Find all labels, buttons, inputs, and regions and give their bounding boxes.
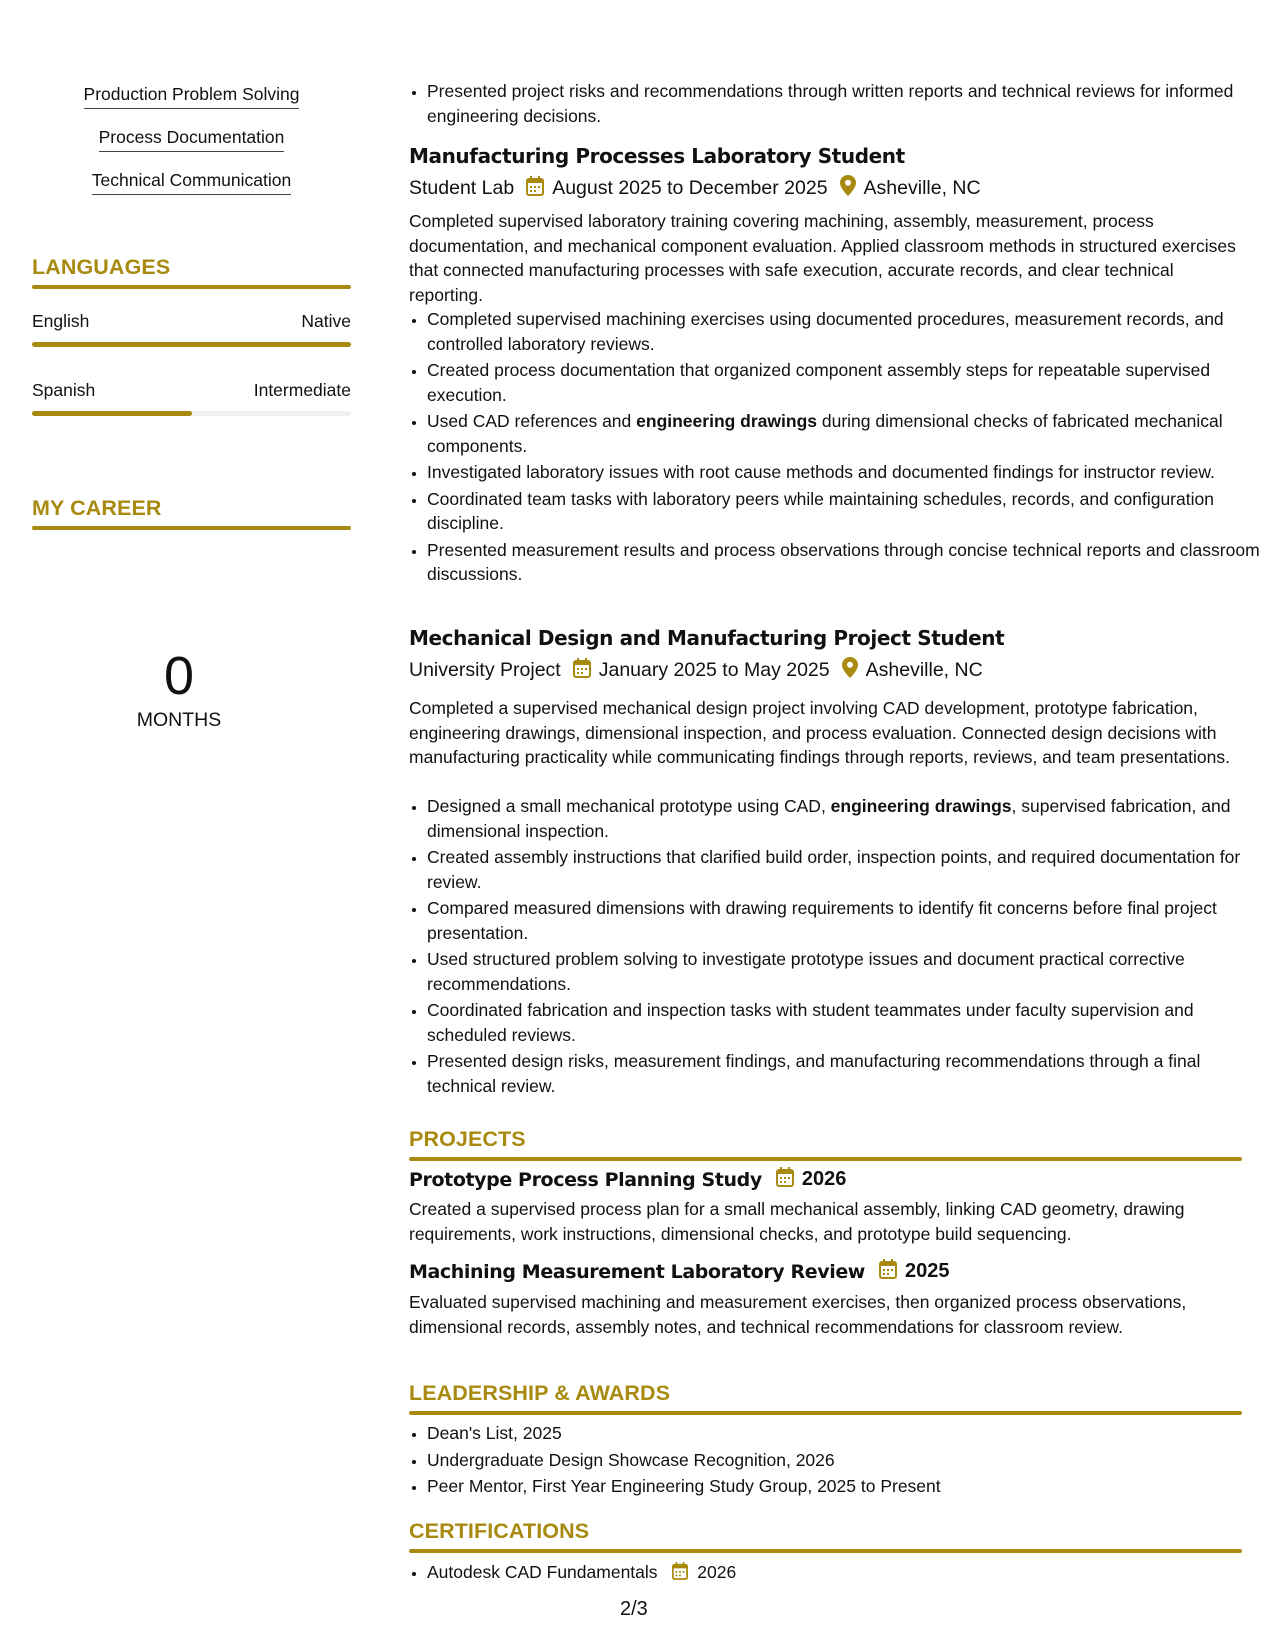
job-dates: January 2025 to May 2025 bbox=[598, 659, 830, 681]
language-bar-fill bbox=[32, 342, 351, 347]
calendar-icon bbox=[526, 176, 544, 202]
skill-tag: Technical Communication bbox=[32, 170, 351, 195]
list-item: • Presented design risks, measurement findings, and manufacturing recommendations through a final technical review. bbox=[427, 1049, 1260, 1098]
project-name: Prototype Process Planning Study bbox=[409, 1168, 762, 1191]
job-location: Asheville, NC bbox=[865, 659, 983, 681]
section-rule bbox=[32, 285, 351, 289]
list-item: • Completed supervised machining exercises using documented procedures, measurement records, and controlled laboratory reviews. bbox=[427, 307, 1260, 356]
section-rule bbox=[409, 1549, 1242, 1553]
calendar-icon bbox=[879, 1259, 897, 1284]
section-rule bbox=[409, 1411, 1242, 1415]
list-item: • Peer Mentor, First Year Engineering Study Group, 2025 to Present bbox=[427, 1474, 1260, 1499]
list-item: • Created assembly instructions that clarified build order, inspection points, and required documentation for review. bbox=[427, 845, 1260, 894]
calendar-icon bbox=[776, 1167, 794, 1192]
calendar-icon bbox=[672, 1562, 688, 1587]
list-item: • Coordinated team tasks with laboratory peers while maintaining schedules, records, and configuration discipline. bbox=[427, 487, 1260, 536]
project-description: Created a supervised process plan for a small mechanical assembly, linking CAD geometry, drawing requirements, work instructions, dimensional checks, and prototype build sequencing. bbox=[409, 1199, 1185, 1244]
skill-tag: Process Documentation bbox=[32, 127, 351, 152]
job-org: University Project bbox=[409, 659, 561, 681]
list-item: • Investigated laboratory issues with root cause methods and documented findings for instructor review. bbox=[427, 460, 1260, 485]
job-org: Student Lab bbox=[409, 177, 515, 199]
language-level: Native bbox=[301, 311, 351, 331]
career-heading: MY CAREER bbox=[32, 496, 162, 520]
language-bar bbox=[32, 342, 351, 347]
calendar-icon bbox=[573, 658, 591, 684]
job-title: Manufacturing Processes Laboratory Student bbox=[409, 144, 905, 168]
skill-tag: Production Problem Solving bbox=[32, 84, 351, 109]
language-row bbox=[32, 380, 351, 401]
experience-bullets bbox=[409, 307, 1260, 589]
list-item bbox=[427, 1560, 1260, 1587]
map-pin-icon bbox=[840, 175, 856, 202]
job-meta bbox=[409, 657, 983, 684]
project-title-row bbox=[409, 1259, 949, 1284]
language-bar bbox=[32, 411, 351, 416]
job-dates: August 2025 to December 2025 bbox=[552, 177, 828, 199]
job-title: Mechanical Design and Manufacturing Project Student bbox=[409, 626, 1005, 650]
list-item: • Compared measured dimensions with drawing requirements to identify fit concerns before final project presentation. bbox=[427, 896, 1260, 945]
projects-heading: PROJECTS bbox=[409, 1127, 526, 1151]
leadership-list bbox=[409, 1421, 1260, 1501]
section-rule bbox=[409, 1157, 1242, 1161]
list-item: • Presented project risks and recommendations through written reports and technical reviews for informed engineering decisions. bbox=[427, 79, 1260, 128]
page-number: 2/3 bbox=[620, 1598, 648, 1620]
leadership-heading: LEADERSHIP & AWARDS bbox=[409, 1381, 671, 1405]
list-item: • Presented measurement results and process observations through concise technical reports and classroom discussions. bbox=[427, 538, 1260, 587]
certifications-list bbox=[409, 1560, 1260, 1589]
map-pin-icon bbox=[842, 657, 858, 684]
project-name: Machining Measurement Laboratory Review bbox=[409, 1260, 865, 1283]
job-meta bbox=[409, 175, 981, 202]
list-item: • Coordinated fabrication and inspection tasks with student teammates under faculty supervision and scheduled reviews. bbox=[427, 998, 1260, 1047]
experience-bullets bbox=[409, 794, 1260, 1100]
project-description: Evaluated supervised machining and measurement exercises, then organized process observations, dimensional records, assembly notes, and technical recommendations for classroom review. bbox=[409, 1292, 1187, 1337]
project-title-row bbox=[409, 1167, 846, 1192]
job-location: Asheville, NC bbox=[863, 177, 981, 199]
job-summary: Completed supervised laboratory training covering machining, assembly, measurement, process documentation, and mechanical component evaluation. Applied classroom methods in structured exercises that connected manufacturing processes with safe execution, accurate records, and clear technical reporting. bbox=[409, 211, 1236, 305]
experience-bullets bbox=[409, 79, 1260, 130]
list-item: • Created process documentation that organized component assembly steps for repeatable supervised execution. bbox=[427, 358, 1260, 407]
project-year: 2025 bbox=[904, 1260, 950, 1282]
career-duration-value: 0 bbox=[163, 646, 195, 706]
languages-heading: LANGUAGES bbox=[32, 255, 171, 279]
list-item: • Used CAD references and engineering drawings during dimensional checks of fabricated mechanical components. bbox=[427, 409, 1260, 458]
project-year: 2026 bbox=[801, 1168, 847, 1190]
certifications-heading: CERTIFICATIONS bbox=[409, 1519, 590, 1543]
language-name: English bbox=[32, 311, 90, 331]
certification-year: 2026 bbox=[697, 1562, 737, 1582]
career-duration-unit: MONTHS bbox=[136, 709, 222, 731]
list-item: • Dean's List, 2025 bbox=[427, 1421, 1260, 1446]
list-item: • Undergraduate Design Showcase Recognition, 2026 bbox=[427, 1448, 1260, 1473]
section-rule bbox=[32, 526, 351, 530]
list-item: • Designed a small mechanical prototype using CAD, engineering drawings, supervised fabrication, and dimensional inspection. bbox=[427, 794, 1260, 843]
language-level: Intermediate bbox=[253, 380, 351, 400]
list-item: • Used structured problem solving to investigate prototype issues and document practical corrective recommendations. bbox=[427, 947, 1260, 996]
certification-name: Autodesk CAD Fundamentals bbox=[427, 1562, 658, 1582]
language-bar-fill bbox=[32, 411, 192, 416]
job-summary: Completed a supervised mechanical design project involving CAD development, prototype fabrication, engineering drawings, dimensional inspection, and process evaluation. Connected design decisions with manufacturing practicality while communicating findings through reports, reviews, and team presentations. bbox=[409, 698, 1230, 767]
language-row bbox=[32, 311, 351, 332]
language-name: Spanish bbox=[32, 380, 96, 400]
